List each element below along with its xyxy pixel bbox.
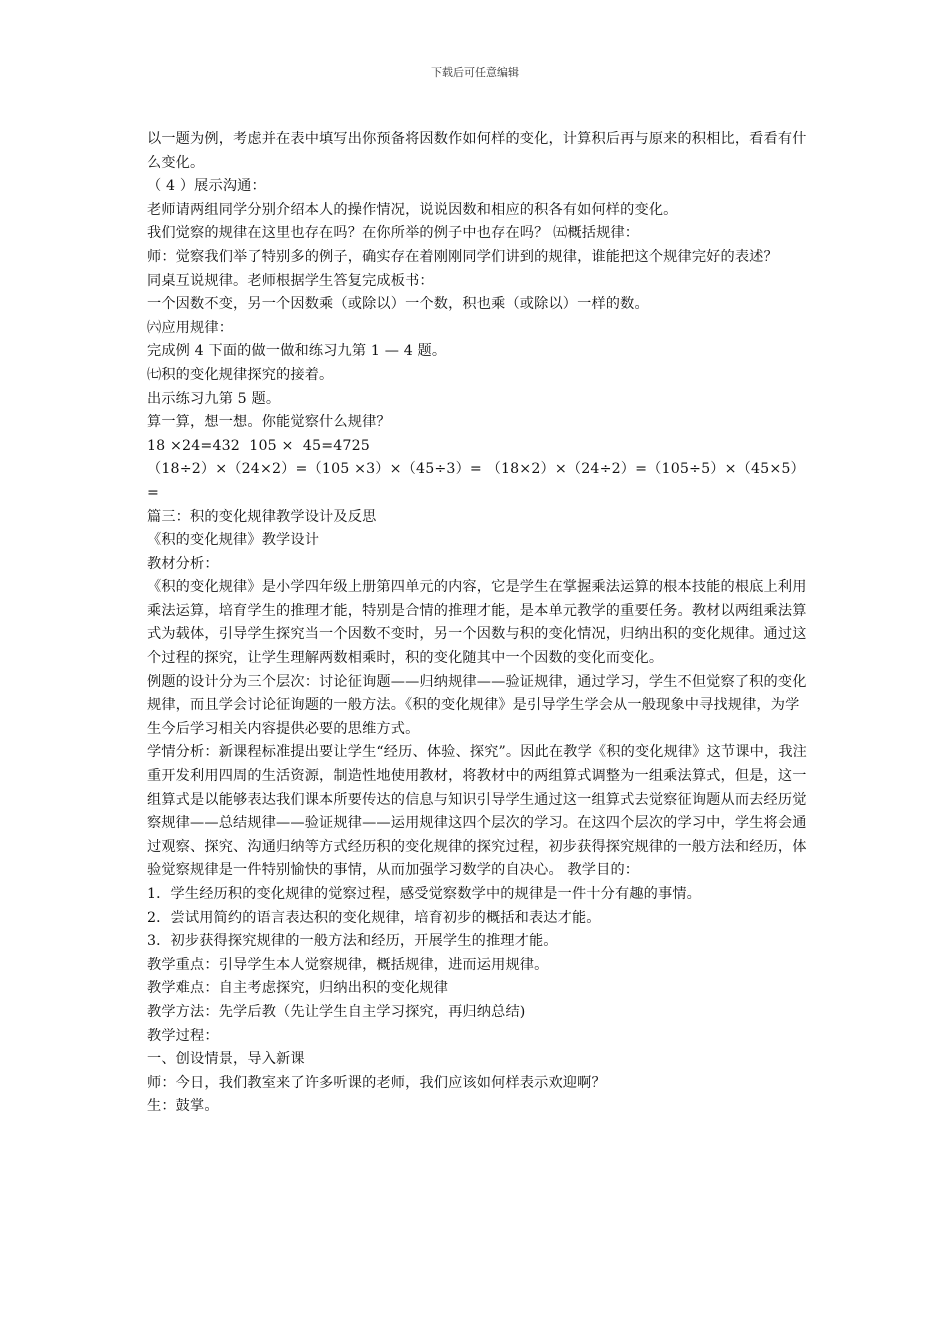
math-line: （18÷2）×（24×2）=（105 ×3）×（45÷3）= （18×2）×（24÷2）=（105÷5）×（45×5）=	[147, 461, 805, 501]
paragraph: 例题的设计分为三个层次：讨论征询题——归纳规律——验证规律，通过学习，学生不但觉察了积的变化规律，而且学会讨论征询题的一般方法。《积的变化规律》是引导学生学会从一般现象中寻找规律，为学生今后学习相关内容提供必要的思维方式。	[147, 673, 807, 737]
paragraph: 一个因数不变，另一个因数乘（或除以）一个数，积也乘（或除以）一样的数。	[147, 296, 649, 313]
paragraph: ㈥应用规律：	[147, 319, 234, 336]
document-body	[147, 128, 809, 1119]
paragraph: 出示练习九第 5 题。	[147, 390, 281, 407]
paragraph: 生：鼓掌。	[147, 1098, 219, 1115]
paragraph: 完成例 4 下面的做一做和练习九第 1 — 4 题。	[147, 343, 447, 360]
paragraph: 《积的变化规律》教学设计	[147, 532, 320, 549]
paragraph: ㈦积的变化规律探究的接着。	[147, 366, 334, 383]
list-item: 3．初步获得探究规律的一般方法和经历，开展学生的推理才能。	[147, 933, 558, 950]
paragraph: 师：觉察我们举了特别多的例子，确实存在着刚刚同学们讲到的规律，谁能把这个规律完好的表述？	[147, 248, 778, 265]
paragraph: 《积的变化规律》是小学四年级上册第四单元的内容，它是学生在掌握乘法运算的根本技能的根底上利用乘法运算，培育学生的推理才能，特别是合情的推理才能，是本单元教学的重要任务。教材以两组乘法算式为载体，引导学生探究当一个因数不变时，另一个因数与积的变化情况，归纳出积的变化规律。通过这个过程的探究，让学生理解两数相乘时，积的变化随其中一个因数的变化而变化。	[147, 579, 807, 667]
paragraph: 教学重点：引导学生本人觉察规律，概括规律，进而运用规律。	[147, 956, 549, 973]
paragraph: 教学方法：先学后教（先让学生自主学习探究，再归纳总结)	[147, 1003, 526, 1020]
paragraph: 我们觉察的规律在这里也存在吗？在你所举的例子中也存在吗？ ㈤概括规律：	[147, 225, 640, 242]
paragraph: （ 4 ）展示沟通：	[147, 178, 266, 195]
list-item: 2．尝试用简约的语言表达积的变化规律，培育初步的概括和表达才能。	[147, 909, 601, 926]
section-title: 篇三：积的变化规律教学设计及反思	[147, 508, 377, 525]
paragraph: 老师请两组同学分别介绍本人的操作情况，说说因数和相应的积各有如何样的变化。	[147, 201, 678, 218]
paragraph: 算一算，想一想。你能觉察什么规律？	[147, 414, 391, 431]
paragraph: 同桌互说规律。老师根据学生答复完成板书：	[147, 272, 434, 289]
paragraph: 以一题为例，考虑并在表中填写出你预备将因数作如何样的变化，计算积后再与原来的积相比，看看有什么变化。	[147, 131, 807, 171]
math-line: 18 ×24=432 105 × 45=4725	[147, 437, 370, 454]
list-item: 1．学生经历积的变化规律的觉察过程，感受觉察数学中的规律是一件十分有趣的事情。	[147, 886, 702, 902]
page-header: 下载后可任意编辑	[431, 66, 519, 79]
paragraph: 学情分析：新课程标准提出要让学生“经历、体验、探究”。因此在教学《积的变化规律》这节课中，我注重开发利用四周的生活资源，制造性地使用教材，将教材中的两组算式调整为一组乘法算式，但是，这一组算式是以能够表达我们课本所要传达的信息与知识引导学生通过这一组算式去觉察征询题从而去经历觉察规律——总结规律——验证规律——运用规律这四个层次的学习。在这四个层次的学习中，学生将会通过观察、探究、沟通归纳等方式经历积的变化规律的探究过程，初步获得探究规律的一般方法和经历，体验觉察规律是一件特别愉快的事情，从而加强学习数学的自决心。 教学目的：	[147, 744, 807, 879]
paragraph: 师：今日，我们教室来了许多听课的老师，我们应该如何样表示欢迎啊？	[147, 1074, 606, 1091]
paragraph: 教学过程：	[147, 1027, 219, 1044]
paragraph: 一、创设情景，导入新课	[147, 1051, 305, 1068]
paragraph: 教学难点：自主考虑探究，归纳出积的变化规律	[147, 980, 449, 997]
paragraph: 教材分析：	[147, 555, 219, 572]
